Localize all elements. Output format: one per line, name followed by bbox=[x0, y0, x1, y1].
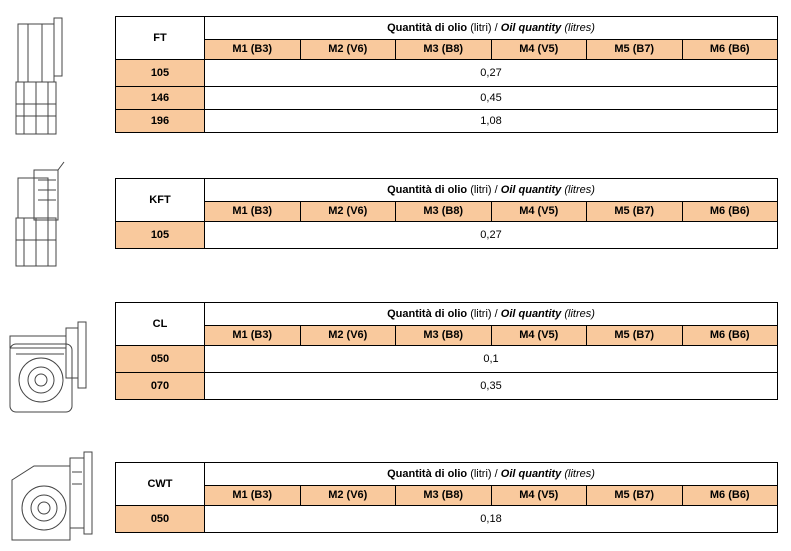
cl-gearbox-drawing bbox=[6, 318, 96, 414]
position-m5: M5 (B7) bbox=[587, 326, 683, 346]
position-m2: M2 (V6) bbox=[300, 486, 396, 506]
oil-value: 0,27 bbox=[205, 60, 778, 87]
position-m2: M2 (V6) bbox=[300, 326, 396, 346]
position-m1: M1 (B3) bbox=[205, 40, 301, 60]
position-m6: M6 (B6) bbox=[682, 40, 778, 60]
oil-value: 0,18 bbox=[205, 506, 778, 533]
size-cell: 146 bbox=[116, 87, 205, 110]
position-m1: M1 (B3) bbox=[205, 486, 301, 506]
position-m3: M3 (B8) bbox=[396, 202, 492, 222]
size-cell: 105 bbox=[116, 222, 205, 249]
oil-value: 1,08 bbox=[205, 110, 778, 133]
size-cell: 196 bbox=[116, 110, 205, 133]
position-m3: M3 (B8) bbox=[396, 486, 492, 506]
oil-value: 0,35 bbox=[205, 373, 778, 400]
position-m5: M5 (B7) bbox=[587, 202, 683, 222]
position-m6: M6 (B6) bbox=[682, 202, 778, 222]
quantity-header: Quantità di olio (litri) / Oil quantity (litres) bbox=[205, 463, 778, 486]
position-m1: M1 (B3) bbox=[205, 202, 301, 222]
position-m4: M4 (V5) bbox=[491, 202, 587, 222]
position-m6: M6 (B6) bbox=[682, 326, 778, 346]
model-label: KFT bbox=[116, 179, 205, 222]
position-m5: M5 (B7) bbox=[587, 486, 683, 506]
model-label: FT bbox=[116, 17, 205, 60]
size-cell: 050 bbox=[116, 506, 205, 533]
oil-value: 0,45 bbox=[205, 87, 778, 110]
ft-gearbox-drawing bbox=[8, 16, 68, 138]
size-cell: 105 bbox=[116, 60, 205, 87]
position-m4: M4 (V5) bbox=[491, 326, 587, 346]
oil-table-cl bbox=[115, 302, 778, 400]
quantity-header: Quantità di olio (litri) / Oil quantity (litres) bbox=[205, 303, 778, 326]
oil-table-ft bbox=[115, 16, 778, 133]
position-m3: M3 (B8) bbox=[396, 326, 492, 346]
oil-table-cwt bbox=[115, 462, 778, 533]
position-m2: M2 (V6) bbox=[300, 40, 396, 60]
position-m4: M4 (V5) bbox=[491, 40, 587, 60]
model-label: CWT bbox=[116, 463, 205, 506]
model-label: CL bbox=[116, 303, 205, 346]
position-m1: M1 (B3) bbox=[205, 326, 301, 346]
quantity-header: Quantità di olio (litri) / Oil quantity (litres) bbox=[205, 179, 778, 202]
position-m6: M6 (B6) bbox=[682, 486, 778, 506]
position-m4: M4 (V5) bbox=[491, 486, 587, 506]
size-cell: 070 bbox=[116, 373, 205, 400]
oil-table-kft bbox=[115, 178, 778, 249]
oil-value: 0,27 bbox=[205, 222, 778, 249]
quantity-header: Quantità di olio (litri) / Oil quantity (litres) bbox=[205, 17, 778, 40]
cwt-gearbox-drawing bbox=[4, 448, 96, 544]
kft-gearbox-drawing bbox=[8, 160, 68, 270]
size-cell: 050 bbox=[116, 346, 205, 373]
position-m5: M5 (B7) bbox=[587, 40, 683, 60]
position-m3: M3 (B8) bbox=[396, 40, 492, 60]
position-m2: M2 (V6) bbox=[300, 202, 396, 222]
oil-value: 0,1 bbox=[205, 346, 778, 373]
